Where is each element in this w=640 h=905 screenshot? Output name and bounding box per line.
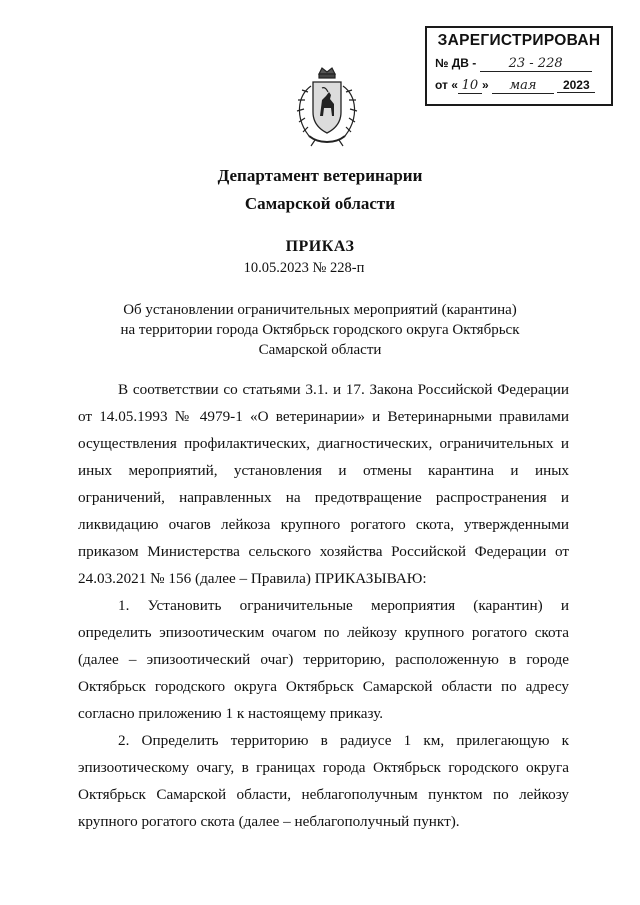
stamp-number-label: № ДВ - [435, 56, 477, 70]
title-line1: Об установлении ограничительных мероприятий (карантина) [123, 302, 517, 318]
stamp-date-day: 10 [458, 78, 482, 94]
title-line2: на территории города Октябрьск городского округа Октябрьск [120, 322, 520, 338]
stamp-date-label: от [435, 78, 448, 92]
samara-coat-of-arms-icon [289, 66, 365, 148]
registration-stamp [425, 26, 613, 106]
preamble-paragraph: В соответствии со статьями 3.1. и 17. Закона Российской Федерации от 14.05.1993 № 4979-1 «О ветеринарии» и Ветеринарными правилами осуществления профилактических, диагностических, ограничительных и иных мероприятий, установления и отмены карантина и иных ограничений, направленных на предотвращение распространения и ликвидацию очагов лейкоза крупного рогатого скота, утвержденными приказом Министерства сельского хозяйства Российской Федерации от 24.03.2021 № 156 (далее – Правила) ПРИКАЗЫВАЮ: [78, 381, 569, 587]
stamp-date-year: 2023 [557, 78, 595, 93]
stamp-date-line: от « 10 » мая 2023 [435, 78, 603, 94]
department-name-line2: Самарской области [244, 194, 396, 213]
document-title [0, 300, 640, 360]
order-item-1: 1. Установить ограничительные мероприятия (карантин) и определить эпизоотическим очагом по лейкозу крупного рогатого скота (далее – эпизоотический очаг) территорию, расположенную в городе Октябрьск городского округа Октябрьск Самарской области по адресу согласно приложению 1 к настоящему приказу. [78, 597, 569, 722]
order-item-2: 2. Определить территорию в радиусе 1 км, прилегающую к эпизоотическому очагу, в границах города Октябрьск городского округа Октябрьск Самарской области, неблагополучным пунктом по лейкозу крупного рогатого скота (далее – неблагополучный пункт). [78, 732, 569, 830]
stamp-title: ЗАРЕГИСТРИРОВАН [437, 32, 601, 49]
document-type: ПРИКАЗ [285, 238, 355, 255]
title-line3: Самарской области [258, 342, 382, 358]
stamp-number-value: 23 - 228 [480, 56, 592, 72]
document-date-number: 10.05.2023 № 228-п [243, 260, 365, 276]
stamp-number-line [435, 56, 603, 72]
department-name-line1: Департамент ветеринарии [217, 166, 423, 185]
document-body [78, 376, 569, 835]
stamp-date-month: мая [492, 78, 554, 94]
